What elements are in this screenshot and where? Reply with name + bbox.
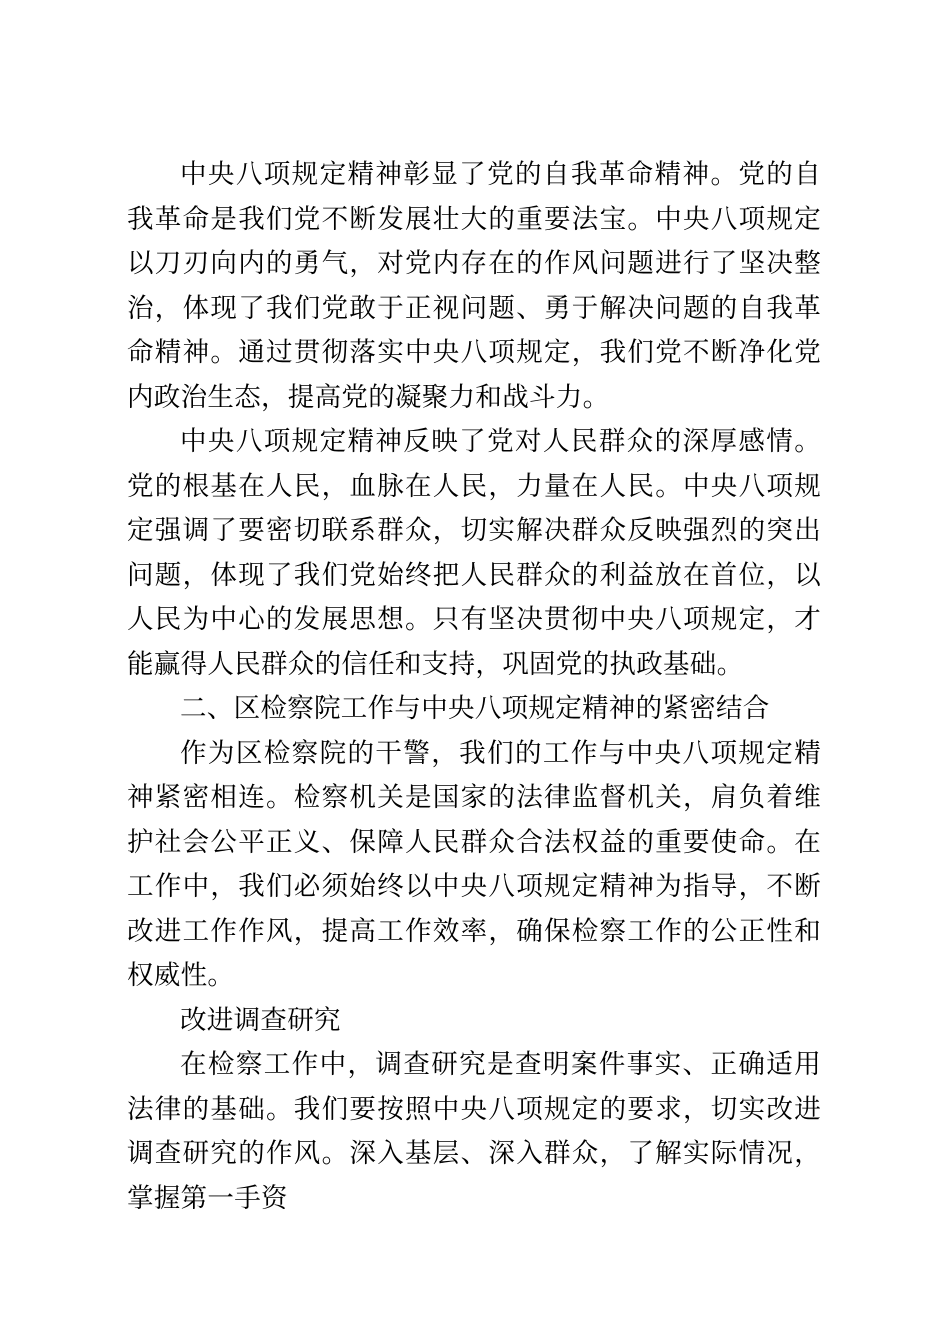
section-heading-procuratorate: 二、区检察院工作与中央八项规定精神的紧密结合 [180, 693, 770, 724]
paragraph-research: 在检察工作中，调查研究是查明案件事实、正确适用法律的基础。我们要按照中央八项规定的要求，切实改进调查研究的作风。深入基层、深入群众，了解实际情况，掌握第一手资 [127, 1049, 821, 1214]
paragraph-people-feelings: 中央八项规定精神反映了党对人民群众的深厚感情。党的根基在人民，血脉在人民，力量在人民。中央八项规定强调了要密切联系群众，切实解决群众反映强烈的突出问题，体现了我们党始终把人民群众的利益放在首位，以人民为中心的发展思想。只有坚决贯彻中央八项规定，才能赢得人民群众的信任和支持，巩固党的执政基础。 [127, 426, 821, 680]
document-body [127, 153, 821, 1221]
subheading-improve-research: 改进调查研究 [180, 1004, 341, 1036]
paragraph-procuratorate-work: 作为区检察院的干警，我们的工作与中央八项规定精神紧密相连。检察机关是国家的法律监督机关，肩负着维护社会公平正义、保障人民群众合法权益的重要使命。在工作中，我们必须始终以中央八项规定精神为指导，不断改进工作作风，提高工作效率，确保检察工作的公正性和权威性。 [127, 737, 821, 991]
paragraph-self-revolution: 中央八项规定精神彰显了党的自我革命精神。党的自我革命是我们党不断发展壮大的重要法宝。中央八项规定以刀刃向内的勇气，对党内存在的作风问题进行了坚决整治，体现了我们党敢于正视问题、勇于解决问题的自我革命精神。通过贯彻落实中央八项规定，我们党不断净化党内政治生态，提高党的凝聚力和战斗力。 [127, 159, 821, 413]
